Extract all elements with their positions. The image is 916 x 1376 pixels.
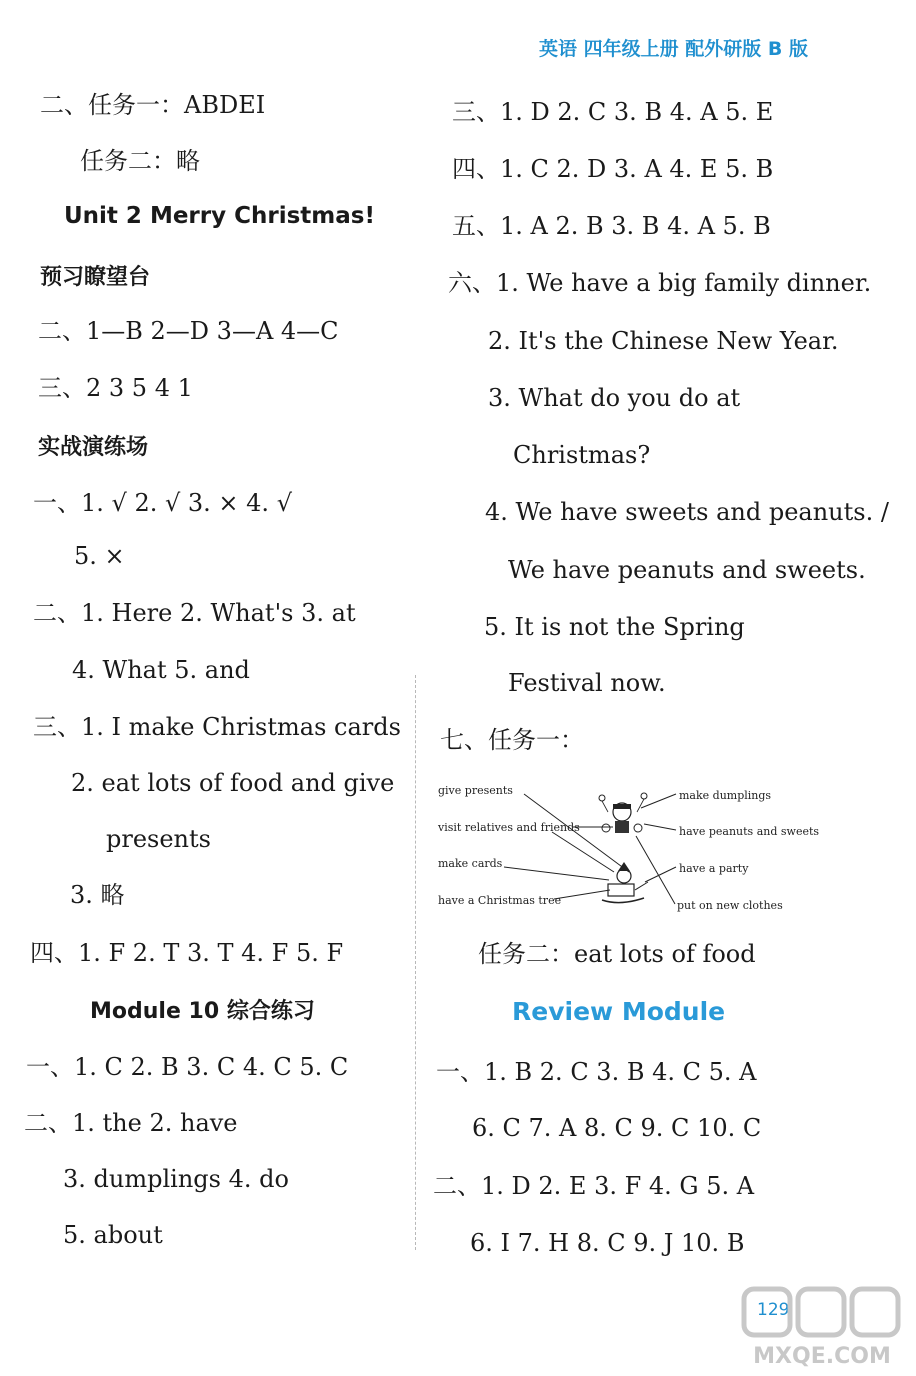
answer-line: 一、1. C 2. B 3. C 4. C 5. C [26, 1053, 349, 1081]
matching-diagram [432, 772, 822, 922]
unit-title: Unit 2 Merry Christmas! [64, 203, 375, 229]
watermark-text: MXQE.COM [753, 1344, 891, 1369]
answer-line: 4. What 5. and [72, 656, 250, 684]
diagram-left-item: give presents [438, 784, 513, 797]
answer-key-logo-icon [736, 1283, 908, 1373]
answer-line: We have peanuts and sweets. [508, 556, 866, 584]
answer-line: 6. I 7. H 8. C 9. J 10. B [470, 1229, 745, 1257]
answer-line: 3. dumplings 4. do [63, 1165, 289, 1193]
answer-line: 一、1. B 2. C 3. B 4. C 5. A [436, 1058, 757, 1086]
diagram-right-item: make dumplings [679, 789, 772, 802]
answer-line: Christmas? [513, 441, 651, 469]
answer-line: 三、1. I make Christmas cards [33, 713, 401, 741]
answer-line: 二、1. Here 2. What's 3. at [33, 599, 356, 627]
module-title: Module 10 综合练习 [90, 999, 315, 1024]
page-number: 129 [757, 1300, 790, 1320]
answer-line: 2. It's the Chinese New Year. [488, 327, 839, 355]
answer-line: 四、1. C 2. D 3. A 4. E 5. B [452, 155, 774, 183]
answer-line: 6. C 7. A 8. C 9. C 10. C [472, 1114, 762, 1142]
answer-line: 3. What do you do at [488, 384, 741, 412]
santa-sleigh-icon [602, 862, 648, 903]
answer-line: 二、1. D 2. E 3. F 4. G 5. A [433, 1172, 755, 1200]
answer-line: 任务二：eat lots of food [478, 940, 756, 968]
answer-line: 六、1. We have a big family dinner. [448, 269, 872, 297]
diagram-left-item: visit relatives and friends [438, 821, 580, 834]
answer-line: 5. about [63, 1221, 163, 1249]
answer-line: 5. × [74, 542, 125, 570]
diagram-right-item: put on new clothes [677, 899, 783, 912]
answer-line: 二、任务一：ABDEI [40, 91, 266, 119]
answer-line: presents [106, 825, 211, 853]
diagram-left-item: make cards [438, 857, 503, 870]
answer-line: 一、1. √ 2. √ 3. × 4. √ [33, 489, 292, 517]
page-header: 英语 四年级上册 配外研版 B 版 [539, 38, 808, 60]
column-divider [415, 675, 416, 1250]
answer-line: 三、1. D 2. C 3. B 4. A 5. E [452, 98, 774, 126]
answer-line: 七、任务一： [440, 726, 584, 754]
answer-line: 4. We have sweets and peanuts. / [485, 498, 889, 526]
review-title: Review Module [512, 997, 726, 1026]
answer-line: 三、2 3 5 4 1 [38, 374, 193, 402]
section-title: 实战演练场 [38, 435, 149, 460]
diagram-left-item: have a Christmas tree [438, 894, 562, 907]
answer-line: 四、1. F 2. T 3. T 4. F 5. F [30, 939, 344, 967]
answer-line: 二、1. the 2. have [24, 1109, 238, 1137]
answer-line: 3. 略 [70, 881, 125, 909]
answer-line: 二、1—B 2—D 3—A 4—C [38, 317, 339, 345]
answer-line: 2. eat lots of food and give [71, 769, 395, 797]
section-title: 预习瞭望台 [40, 265, 151, 290]
answer-line: 五、1. A 2. B 3. B 4. A 5. B [452, 212, 771, 240]
diagram-right-item: have peanuts and sweets [679, 825, 820, 838]
answer-line: Festival now. [508, 669, 666, 697]
answer-line: 5. It is not the Spring [484, 613, 745, 641]
answer-line: 任务二：略 [80, 147, 200, 175]
diagram-right-item: have a party [679, 862, 749, 875]
